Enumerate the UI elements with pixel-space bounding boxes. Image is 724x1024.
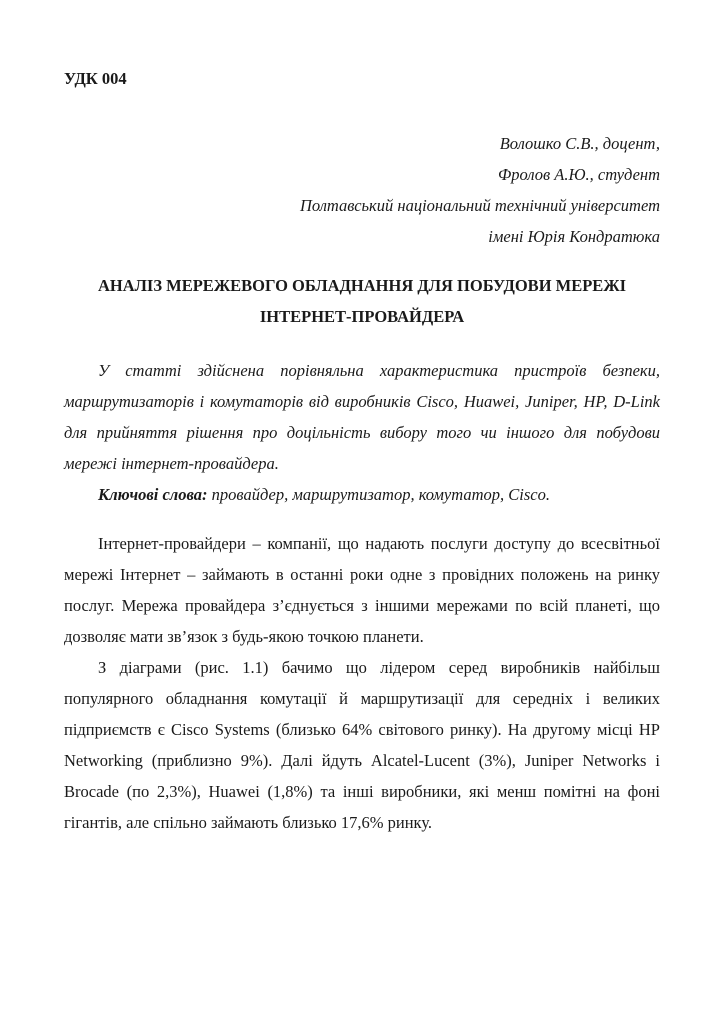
keywords-label: Ключові слова: bbox=[98, 485, 208, 504]
udc-code: УДК 004 bbox=[64, 69, 127, 88]
keywords-text: провайдер, маршрутизатор, комутатор, Cisco. bbox=[207, 485, 550, 504]
abstract-text: У статті здійснена порівняльна характеристика пристроїв безпеки, маршрутизаторів і комутаторів від виробників Cisco, Huawei, Juniper, HP, D-Link для прийняття рішення про доцільність вибору того чи іншого для побудови мережі інтернет-провайдера. bbox=[64, 361, 660, 473]
author-affiliation-line-1: Полтавський національний технічний університет bbox=[299, 196, 660, 215]
author-block bbox=[64, 128, 660, 252]
body-paragraph-1: Інтернет-провайдери – компанії, що надають послуги доступу до всесвітньої мережі Інтернет – займають в останні роки одне з провідних положень на ринку послуг. Мережа провайдера з’єднується з іншими мережами по всій планеті, що дозволяє мати зв’язок з будь-якою точкою планети. bbox=[64, 534, 660, 646]
author-line-1: Волошко С.В., доцент, bbox=[499, 134, 660, 153]
body-paragraph-2: З діаграми (рис. 1.1) бачимо що лідером серед виробників найбільш популярного обладнання комутації й маршрутизації для середніх і великих підприємств є Cisco Systems (близько 64% світового ринку). На другому місці HP Networking (приблизно 9%). Далі йдуть Alcatel-Lucent (3%), Juniper Networks і Brocade (по 2,3%), Huawei (1,8%) та інші виробники, які менш помітні на фоні гігантів, але спільно займають близько 17,6% ринку. bbox=[64, 658, 660, 832]
article-title: АНАЛІЗ МЕРЕЖЕВОГО ОБЛАДНАННЯ ДЛЯ ПОБУДОВИ МЕРЕЖІ ІНТЕРНЕТ-ПРОВАЙДЕРА bbox=[97, 276, 627, 326]
author-affiliation-line-2: імені Юрія Кондратюка bbox=[488, 227, 660, 246]
keywords-line bbox=[64, 479, 660, 510]
author-line-2: Фролов А.Ю., студент bbox=[498, 165, 660, 184]
